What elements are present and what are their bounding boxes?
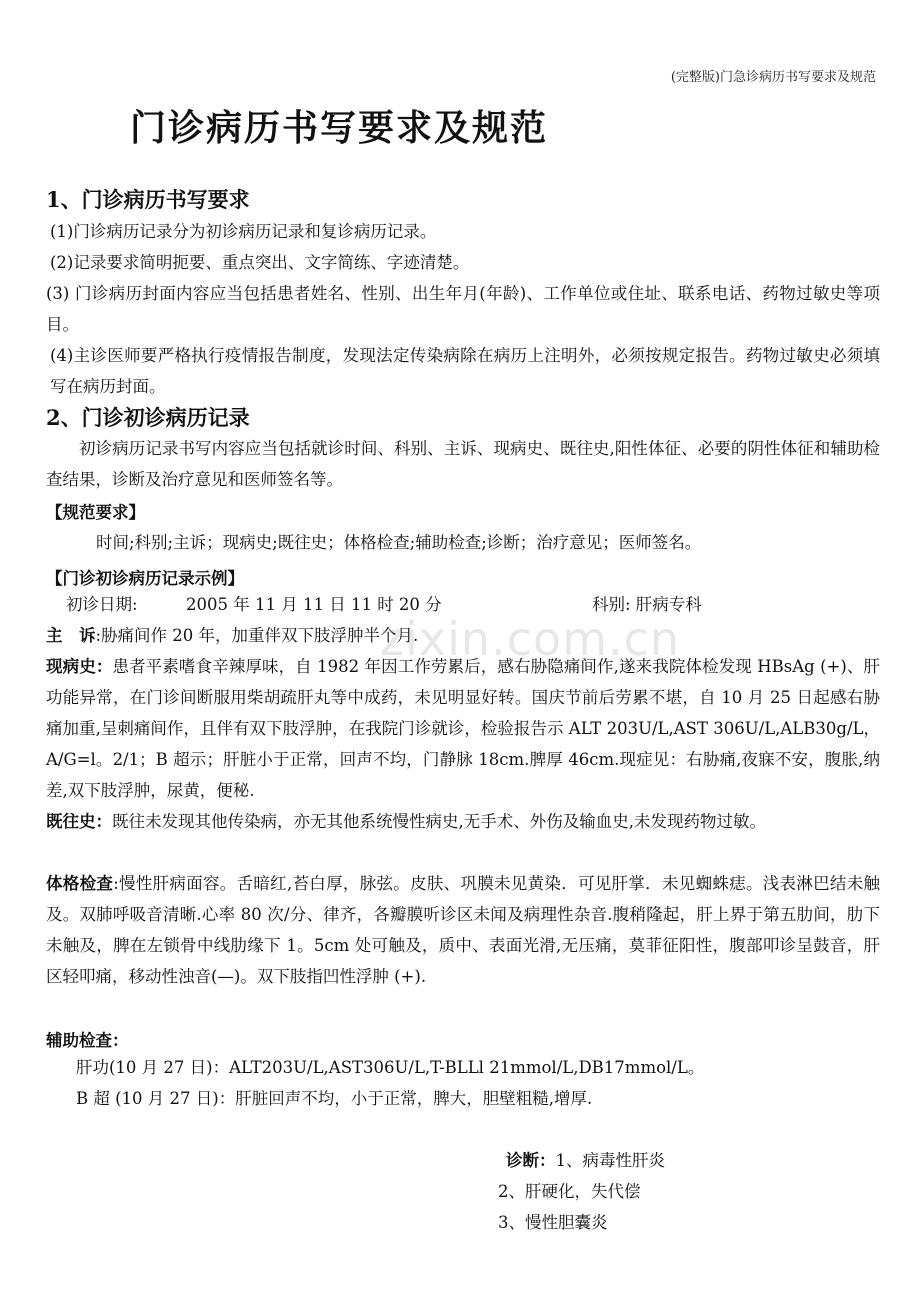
requirement-item: (2)记录要求简明扼要、重点突出、文字简练、字迹清楚。 xyxy=(50,253,470,272)
visit-date: 2005 年 11 月 11 日 11 时 20 分 xyxy=(186,595,442,614)
department: 科别: 肝病专科 xyxy=(592,595,702,614)
document-header: (完整版)门急诊病历书写要求及规范 xyxy=(670,70,876,85)
section-1-heading: 1、门诊病历书写要求 xyxy=(46,187,250,212)
diagnosis-item: 1、病毒性肝炎 xyxy=(555,1151,665,1170)
auxiliary-exam-ultrasound: B 超 (10 月 27 日)：肝脏回声不均，小于正常，脾大，胆壁粗糙,增厚. xyxy=(76,1089,593,1108)
present-illness-label: 现病史： xyxy=(46,657,113,676)
page-title: 门诊病历书写要求及规范 xyxy=(130,107,549,149)
auxiliary-exam-liver: 肝功(10 月 27 日)：ALT203U/L,AST306U/L,T-BLLl 21mmol/L,DB17mmol/L。 xyxy=(76,1058,705,1077)
past-history xyxy=(46,806,880,837)
diagnosis-item: 3、慢性胆囊炎 xyxy=(498,1213,608,1232)
requirement-item: (1)门诊病历记录分为初诊病历记录和复诊病历记录。 xyxy=(50,222,437,241)
past-history-label: 既往史： xyxy=(46,812,112,831)
present-illness xyxy=(46,651,880,806)
physical-exam-label: 体格检查 xyxy=(46,874,114,893)
diagnosis-item: 2、肝硬化，失代偿 xyxy=(498,1182,641,1201)
watermark: zixin.com.cn xyxy=(380,612,681,666)
requirement-item: (4)主诊医师要严格执行疫情报告制度，发现法定传染病除在病历上注明外，必须按规定报告。药物过敏史必须填写在病历封面。 xyxy=(50,346,880,396)
diagnosis-label: 诊断： xyxy=(506,1151,556,1170)
chief-complaint-text: :胁痛间作 20 年，加重伴双下肢浮肿半个月. xyxy=(95,626,419,645)
visit-date-label: 初诊日期: xyxy=(66,595,138,614)
diagnosis xyxy=(506,1145,806,1176)
example-heading: 【门诊初诊病历记录示例】 xyxy=(46,569,244,588)
auxiliary-exam-label: 辅助检查： xyxy=(46,1031,129,1050)
physical-exam-text: :慢性肝病面容。舌暗红,苔白厚，脉弦。皮肤、巩膜未见黄染．可见肝掌．未见蜘蛛痣。浅表淋巴结未触及。双肺呼吸音清晰.心率 80 次/分、律齐，各瓣膜听诊区未闻及病理性杂音.腹稍隆起，肝上界于第五肋间，肋下未触及，脾在左锁骨中线肋缘下 1。5cm 处可触及，质中、表面光滑,无压痛，莫菲征阳性，腹部叩诊呈鼓音，肝区轻叩痛，移动性浊音(—)。双下肢指凹性浮肿 (+). xyxy=(46,874,881,986)
section-2-intro: 初诊病历记录书写内容应当包括就诊时间、科别、主诉、现病史、既往史,阳性体征、必要的阴性体征和辅助检查结果，诊断及治疗意见和医师签名等。 xyxy=(46,439,880,489)
requirement-item: (3) 门诊病历封面内容应当包括患者姓名、性别、出生年月(年龄)、工作单位或住址、联系电话、药物过敏史等项目。 xyxy=(46,284,880,334)
physical-exam xyxy=(46,868,880,992)
section-2-heading: 2、门诊初诊病历记录 xyxy=(46,405,250,430)
norm-heading: 【规范要求】 xyxy=(46,503,145,522)
past-history-text: 既往未发现其他传染病，亦无其他系统慢性病史,无手术、外伤及输血史,未发现药物过敏。 xyxy=(112,812,766,831)
chief-complaint-label: 主 诉 xyxy=(46,626,96,645)
present-illness-text: 患者平素嗜食辛辣厚味，自 1982 年因工作劳累后，感右胁隐痛间作,遂来我院体检发现 HBsAg (+)、肝功能异常，在门诊间断服用柴胡疏肝丸等中成药，未见明显好转。国庆节前后劳累不堪，自 10 月 25 日起感右胁痛加重,呈刺痛间作，且伴有双下肢浮肿，在我院门诊就诊，检验报告示 ALT 203U/L,AST 306U/L,ALB30g/L， A/G=l。2/1；B 超示；肝脏小于正常，回声不均，门静脉 18cm.脾厚 46cm.现症见：右胁痛,夜寐不安，腹胀,纳差,双下肢浮肿，尿黄，便秘. xyxy=(46,657,880,800)
norm-text: 时间;科别;主诉；现病史;既往史；体格检查;辅助检查;诊断；治疗意见；医师签名。 xyxy=(96,533,702,552)
